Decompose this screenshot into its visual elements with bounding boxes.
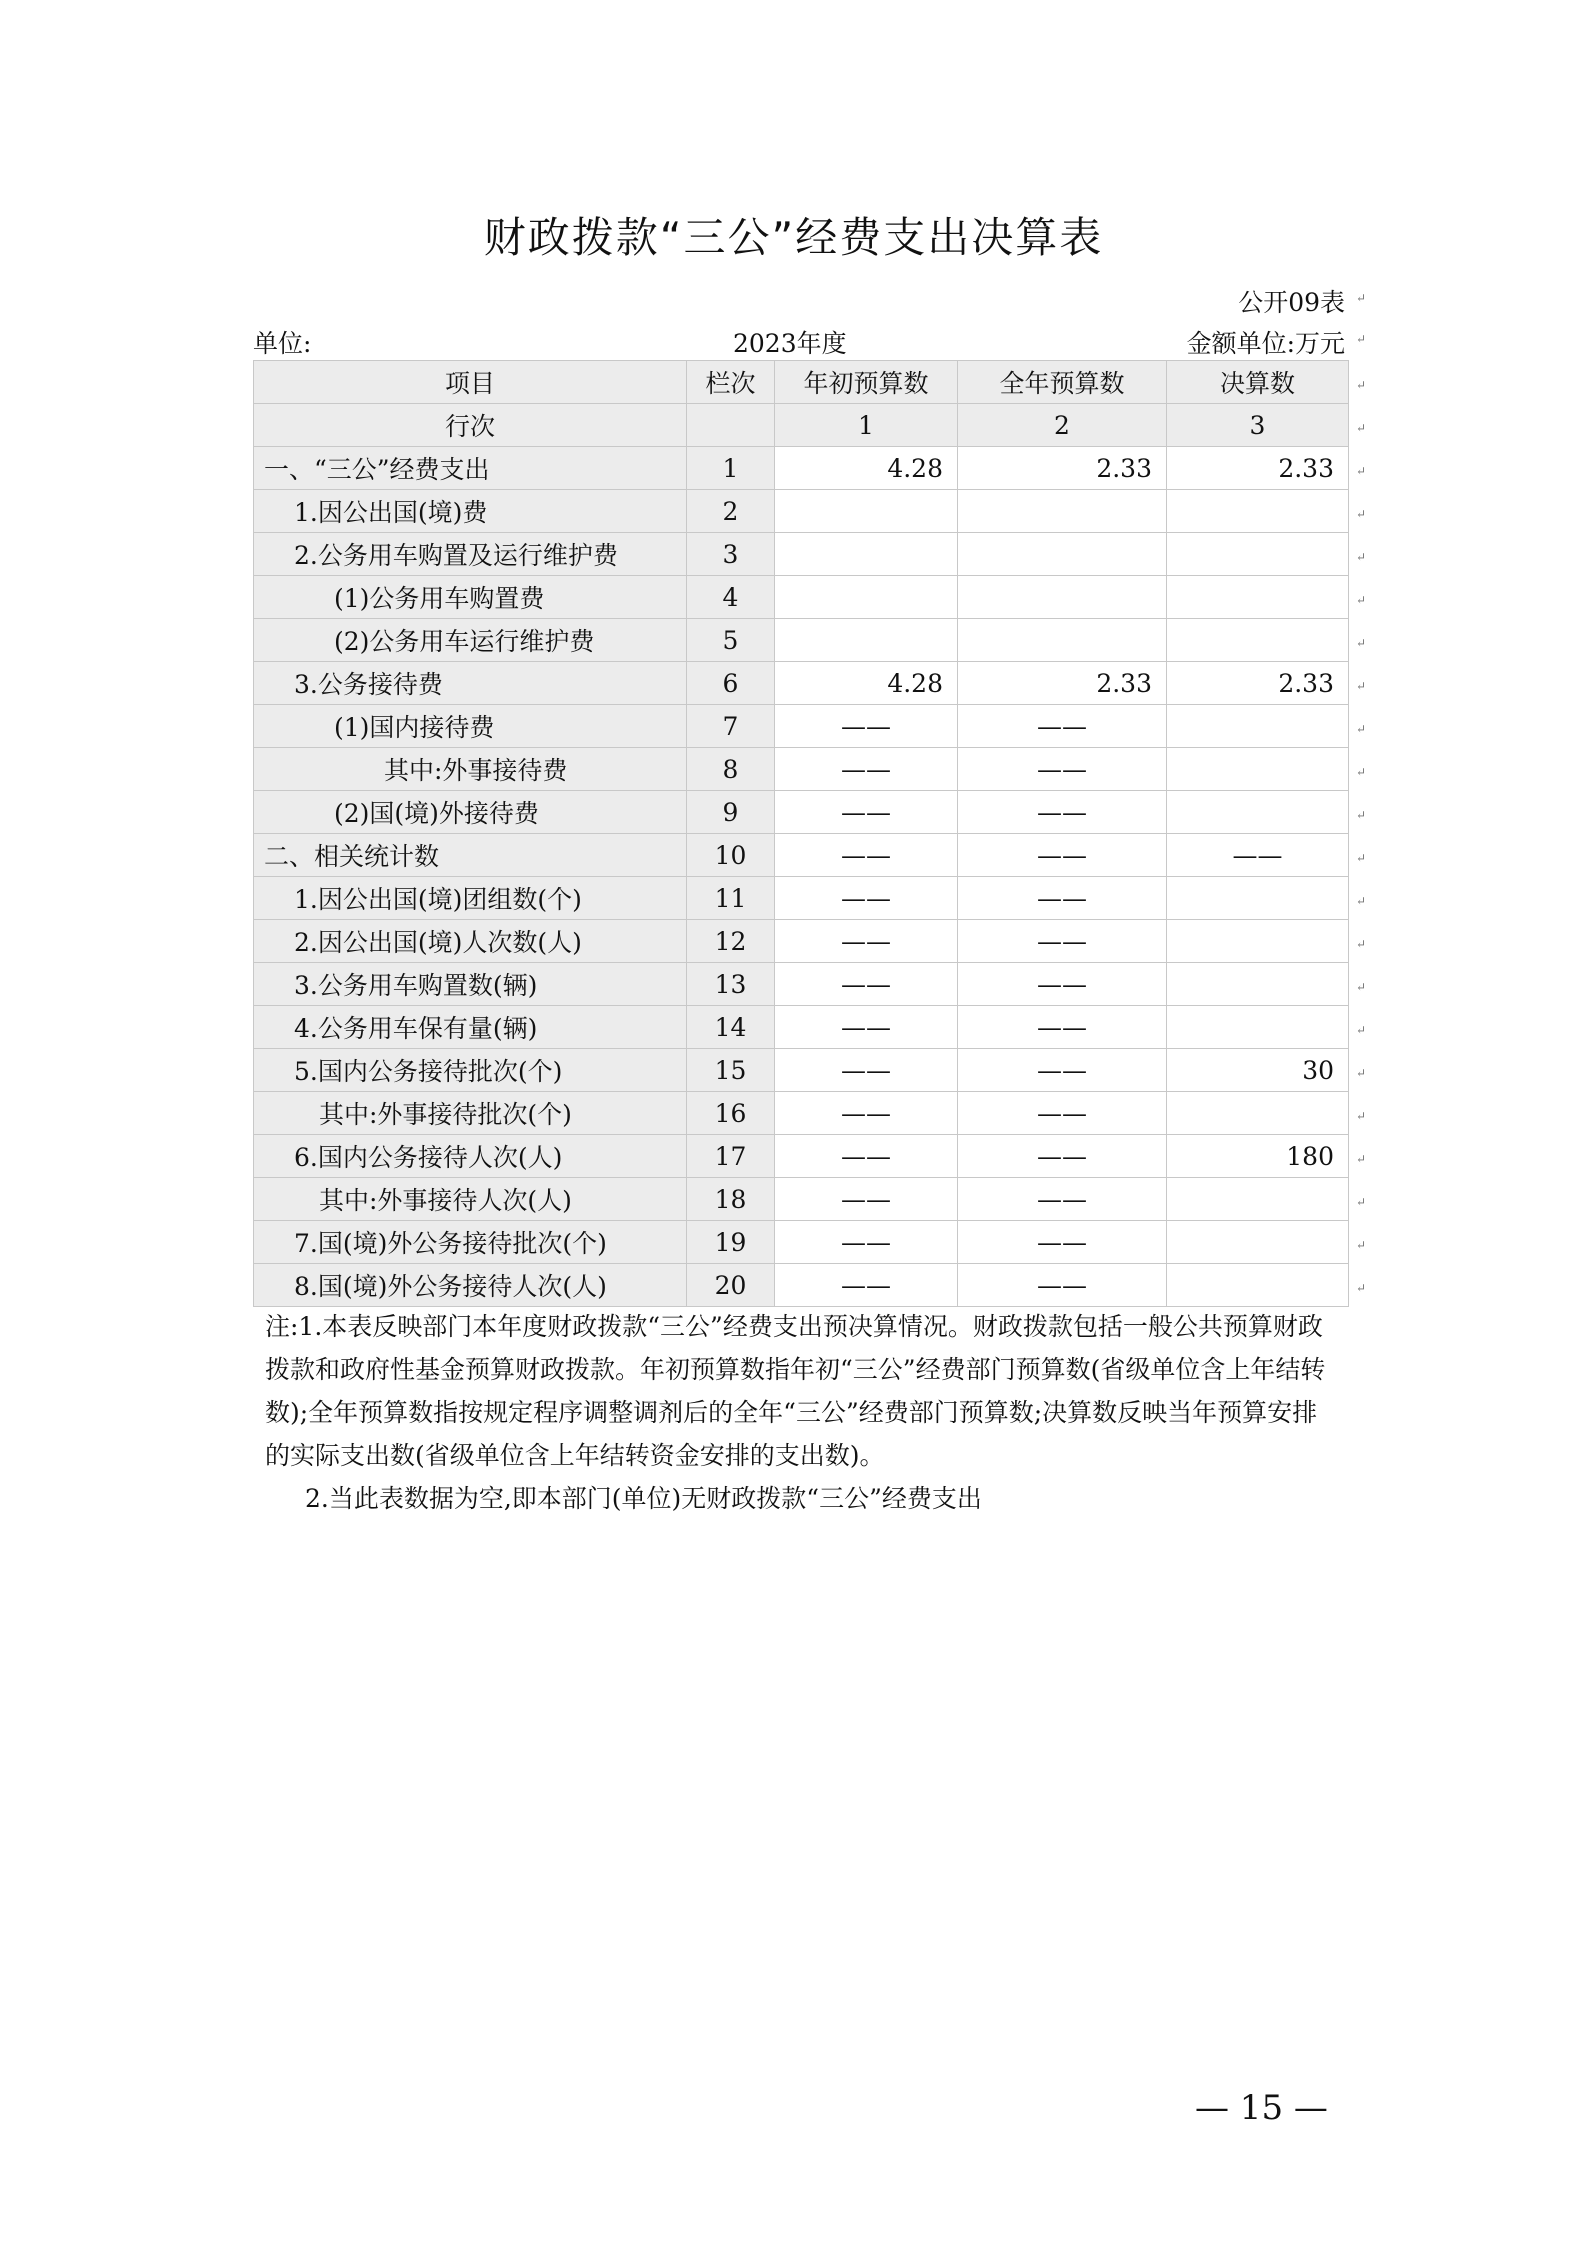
paragraph-mark-icon: ↵ bbox=[1356, 808, 1367, 822]
paragraph-mark-icon: ↵ bbox=[1356, 1023, 1367, 1037]
header-final-account: 决算数 bbox=[1167, 361, 1349, 404]
row-initial-budget: —— bbox=[775, 1092, 958, 1135]
row-full-year-budget: —— bbox=[958, 791, 1167, 834]
row-column-no: 19 bbox=[687, 1221, 775, 1264]
row-item: 1.因公出国(境)费 bbox=[254, 490, 687, 533]
row-final-account: 180 bbox=[1167, 1135, 1349, 1178]
row-initial-budget: —— bbox=[775, 1135, 958, 1178]
row-final-account: 2.33 bbox=[1167, 662, 1349, 705]
row-final-account bbox=[1167, 963, 1349, 1006]
table-row bbox=[254, 576, 1349, 619]
row-column-no: 3 bbox=[687, 533, 775, 576]
table-row bbox=[254, 662, 1349, 705]
table-row bbox=[254, 1049, 1349, 1092]
table-row bbox=[254, 533, 1349, 576]
paragraph-mark-icon: ↵ bbox=[1356, 332, 1367, 346]
expenditure-table bbox=[253, 360, 1349, 1307]
header-row-index bbox=[254, 404, 1349, 447]
paragraph-mark-icon: ↵ bbox=[1356, 1195, 1367, 1209]
row-item: 8.国(境)外公务接待人次(人) bbox=[254, 1264, 687, 1307]
row-full-year-budget: —— bbox=[958, 1135, 1167, 1178]
table-meta bbox=[253, 324, 1345, 356]
row-full-year-budget: 2.33 bbox=[958, 662, 1167, 705]
paragraph-mark-icon: ↵ bbox=[1356, 636, 1367, 650]
row-full-year-budget: —— bbox=[958, 963, 1167, 1006]
row-item: 其中:外事接待费 bbox=[254, 748, 687, 791]
row-final-account bbox=[1167, 533, 1349, 576]
paragraph-mark-icon: ↵ bbox=[1356, 1066, 1367, 1080]
header-row-blank bbox=[687, 404, 775, 447]
paragraph-mark-icon: ↵ bbox=[1356, 1238, 1367, 1252]
row-final-account bbox=[1167, 920, 1349, 963]
row-full-year-budget: —— bbox=[958, 1264, 1167, 1307]
header-item: 项目 bbox=[254, 361, 687, 404]
row-item: 4.公务用车保有量(辆) bbox=[254, 1006, 687, 1049]
row-full-year-budget: —— bbox=[958, 705, 1167, 748]
row-full-year-budget: —— bbox=[958, 1006, 1167, 1049]
row-column-no: 5 bbox=[687, 619, 775, 662]
row-initial-budget bbox=[775, 490, 958, 533]
row-column-no: 11 bbox=[687, 877, 775, 920]
paragraph-mark-icon: ↵ bbox=[1356, 291, 1367, 305]
table-row bbox=[254, 791, 1349, 834]
header-full-year-budget: 全年预算数 bbox=[958, 361, 1167, 404]
row-final-account: —— bbox=[1167, 834, 1349, 877]
row-final-account bbox=[1167, 619, 1349, 662]
table-row bbox=[254, 963, 1349, 1006]
header-index-2: 2 bbox=[958, 404, 1167, 447]
row-item: 5.国内公务接待批次(个) bbox=[254, 1049, 687, 1092]
row-item: 2.因公出国(境)人次数(人) bbox=[254, 920, 687, 963]
paragraph-mark-icon: ↵ bbox=[1356, 464, 1367, 478]
row-column-no: 12 bbox=[687, 920, 775, 963]
row-item: (2)国(境)外接待费 bbox=[254, 791, 687, 834]
header-initial-budget: 年初预算数 bbox=[775, 361, 958, 404]
row-full-year-budget: —— bbox=[958, 877, 1167, 920]
row-final-account bbox=[1167, 1178, 1349, 1221]
header-column-no: 栏次 bbox=[687, 361, 775, 404]
row-initial-budget: 4.28 bbox=[775, 447, 958, 490]
paragraph-mark-icon: ↵ bbox=[1356, 722, 1367, 736]
row-column-no: 6 bbox=[687, 662, 775, 705]
table-row bbox=[254, 1264, 1349, 1307]
paragraph-mark-icon: ↵ bbox=[1356, 378, 1367, 392]
paragraph-mark-icon: ↵ bbox=[1356, 765, 1367, 779]
unit-label: 单位: bbox=[253, 329, 312, 358]
row-item: 6.国内公务接待人次(人) bbox=[254, 1135, 687, 1178]
row-final-account bbox=[1167, 748, 1349, 791]
note-2: 2.当此表数据为空,即本部门(单位)无财政拨款“三公”经费支出 bbox=[305, 1484, 982, 1513]
header-index-3: 3 bbox=[1167, 404, 1349, 447]
row-initial-budget: 4.28 bbox=[775, 662, 958, 705]
row-item: 二、相关统计数 bbox=[254, 834, 687, 877]
row-final-account bbox=[1167, 1092, 1349, 1135]
row-column-no: 8 bbox=[687, 748, 775, 791]
row-initial-budget: —— bbox=[775, 791, 958, 834]
row-final-account: 30 bbox=[1167, 1049, 1349, 1092]
amount-unit-label: 金额单位:万元 bbox=[1186, 329, 1345, 358]
row-full-year-budget bbox=[958, 490, 1167, 533]
table-row bbox=[254, 619, 1349, 662]
row-full-year-budget bbox=[958, 576, 1167, 619]
row-item: 2.公务用车购置及运行维护费 bbox=[254, 533, 687, 576]
year-label: 2023年度 bbox=[733, 329, 847, 358]
table-row bbox=[254, 748, 1349, 791]
table-row bbox=[254, 490, 1349, 533]
row-initial-budget: —— bbox=[775, 705, 958, 748]
table-row bbox=[254, 447, 1349, 490]
table-row bbox=[254, 877, 1349, 920]
row-final-account bbox=[1167, 1264, 1349, 1307]
row-full-year-budget: —— bbox=[958, 1092, 1167, 1135]
row-initial-budget bbox=[775, 533, 958, 576]
row-item: 3.公务接待费 bbox=[254, 662, 687, 705]
row-full-year-budget bbox=[958, 533, 1167, 576]
paragraph-mark-icon: ↵ bbox=[1356, 937, 1367, 951]
row-item: (1)国内接待费 bbox=[254, 705, 687, 748]
row-item: 其中:外事接待人次(人) bbox=[254, 1178, 687, 1221]
header-row bbox=[254, 361, 1349, 404]
row-column-no: 15 bbox=[687, 1049, 775, 1092]
row-final-account bbox=[1167, 1006, 1349, 1049]
row-column-no: 13 bbox=[687, 963, 775, 1006]
paragraph-mark-icon: ↵ bbox=[1356, 1152, 1367, 1166]
row-initial-budget: —— bbox=[775, 1178, 958, 1221]
row-initial-budget bbox=[775, 576, 958, 619]
table-row bbox=[254, 1092, 1349, 1135]
row-column-no: 17 bbox=[687, 1135, 775, 1178]
header-index-1: 1 bbox=[775, 404, 958, 447]
row-item: (1)公务用车购置费 bbox=[254, 576, 687, 619]
row-initial-budget: —— bbox=[775, 1049, 958, 1092]
row-final-account: 2.33 bbox=[1167, 447, 1349, 490]
paragraph-mark-icon: ↵ bbox=[1356, 507, 1367, 521]
row-initial-budget: —— bbox=[775, 963, 958, 1006]
table-row bbox=[254, 1135, 1349, 1178]
row-column-no: 10 bbox=[687, 834, 775, 877]
row-initial-budget: —— bbox=[775, 1264, 958, 1307]
table-row bbox=[254, 1221, 1349, 1264]
row-item: 一、“三公”经费支出 bbox=[254, 447, 687, 490]
paragraph-mark-icon: ↵ bbox=[1356, 421, 1367, 435]
paragraph-mark-icon: ↵ bbox=[1356, 550, 1367, 564]
row-item: 1.因公出国(境)团组数(个) bbox=[254, 877, 687, 920]
row-item: 3.公务用车购置数(辆) bbox=[254, 963, 687, 1006]
row-full-year-budget bbox=[958, 619, 1167, 662]
paragraph-mark-icon: ↵ bbox=[1356, 894, 1367, 908]
row-final-account bbox=[1167, 791, 1349, 834]
paragraph-mark-icon: ↵ bbox=[1356, 679, 1367, 693]
form-number: 公开09表 bbox=[1238, 288, 1345, 317]
row-column-no: 2 bbox=[687, 490, 775, 533]
row-initial-budget: —— bbox=[775, 834, 958, 877]
row-full-year-budget: —— bbox=[958, 920, 1167, 963]
row-final-account bbox=[1167, 877, 1349, 920]
row-initial-budget: —— bbox=[775, 1006, 958, 1049]
page-number: — 15 — bbox=[1195, 2088, 1328, 2128]
table-row bbox=[254, 834, 1349, 877]
table-row bbox=[254, 920, 1349, 963]
table-row bbox=[254, 1006, 1349, 1049]
paragraph-mark-icon: ↵ bbox=[1356, 1109, 1367, 1123]
row-final-account bbox=[1167, 1221, 1349, 1264]
paragraph-mark-icon: ↵ bbox=[1356, 851, 1367, 865]
row-full-year-budget: —— bbox=[958, 834, 1167, 877]
row-initial-budget: —— bbox=[775, 920, 958, 963]
row-initial-budget bbox=[775, 619, 958, 662]
row-final-account bbox=[1167, 490, 1349, 533]
page-title: 财政拨款“三公”经费支出决算表 bbox=[483, 213, 1104, 262]
row-initial-budget: —— bbox=[775, 1221, 958, 1264]
row-final-account bbox=[1167, 705, 1349, 748]
row-full-year-budget: —— bbox=[958, 1178, 1167, 1221]
header-row-label: 行次 bbox=[254, 404, 687, 447]
paragraph-mark-icon: ↵ bbox=[1356, 980, 1367, 994]
row-column-no: 16 bbox=[687, 1092, 775, 1135]
table-row bbox=[254, 705, 1349, 748]
paragraph-mark-icon: ↵ bbox=[1356, 1281, 1367, 1295]
row-column-no: 20 bbox=[687, 1264, 775, 1307]
row-full-year-budget: 2.33 bbox=[958, 447, 1167, 490]
row-column-no: 18 bbox=[687, 1178, 775, 1221]
row-item: 其中:外事接待批次(个) bbox=[254, 1092, 687, 1135]
row-column-no: 7 bbox=[687, 705, 775, 748]
row-initial-budget: —— bbox=[775, 877, 958, 920]
row-column-no: 14 bbox=[687, 1006, 775, 1049]
row-full-year-budget: —— bbox=[958, 1049, 1167, 1092]
note-1: 注:1.本表反映部门本年度财政拨款“三公”经费支出预决算情况。财政拨款包括一般公共预算财政拨款和政府性基金预算财政拨款。年初预算数指年初“三公”经费部门预算数(省级单位含上年结转数);全年预算数指按规定程序调整调剂后的全年“三公”经费部门预算数;决算数反映当年预算安排的实际支出数(省级单位含上年结转资金安排的支出数)。 bbox=[265, 1312, 1326, 1470]
row-initial-budget: —— bbox=[775, 748, 958, 791]
row-final-account bbox=[1167, 576, 1349, 619]
row-item: 7.国(境)外公务接待批次(个) bbox=[254, 1221, 687, 1264]
table-row bbox=[254, 1178, 1349, 1221]
table-notes bbox=[265, 1305, 1340, 1520]
row-full-year-budget: —— bbox=[958, 1221, 1167, 1264]
row-column-no: 9 bbox=[687, 791, 775, 834]
paragraph-mark-icon: ↵ bbox=[1356, 593, 1367, 607]
row-column-no: 1 bbox=[687, 447, 775, 490]
row-column-no: 4 bbox=[687, 576, 775, 619]
row-item: (2)公务用车运行维护费 bbox=[254, 619, 687, 662]
row-full-year-budget: —— bbox=[958, 748, 1167, 791]
